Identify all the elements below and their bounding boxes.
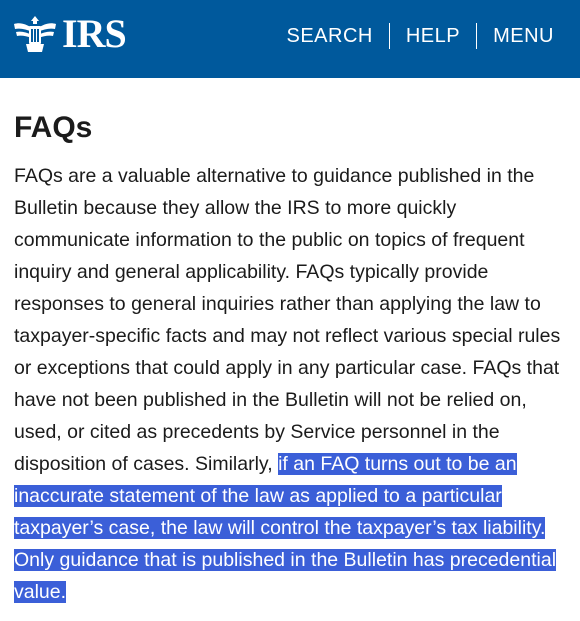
logo-text: IRS [62,11,126,56]
irs-logo[interactable] [12,11,126,56]
paragraph-text: FAQs are a valuable alternative to guidance published in the Bulletin because they allow the IRS to more quickly communicate information to the public on topics of frequent inquiry and general applicability. FAQs typically provide responses to general inquiries rather than applying the law to taxpayer-specific facts and may not reflect various special rules or exceptions that could apply in any particular case. FAQs that have not been published in the Bulletin will not be relied on, used, or cited as precedents by Service personnel in the disposition of cases. Similarly, [14,165,561,475]
eagle-icon [12,14,58,54]
site-header [0,0,580,78]
menu-button[interactable]: MENU [493,25,554,47]
section-heading: FAQs [14,111,93,144]
help-link[interactable]: HELP [405,25,461,47]
search-link[interactable]: SEARCH [286,25,373,47]
selected-text[interactable]: if an FAQ turns out to be an inaccurate statement of the law as applied to a particular taxpayer’s case, the law will control the taxpayer’s tax liability. Only guidance that is published in the Bulletin has precedential value. [14,453,557,603]
header-nav [271,22,567,50]
section-paragraph [14,160,566,608]
faq-section [14,104,566,608]
